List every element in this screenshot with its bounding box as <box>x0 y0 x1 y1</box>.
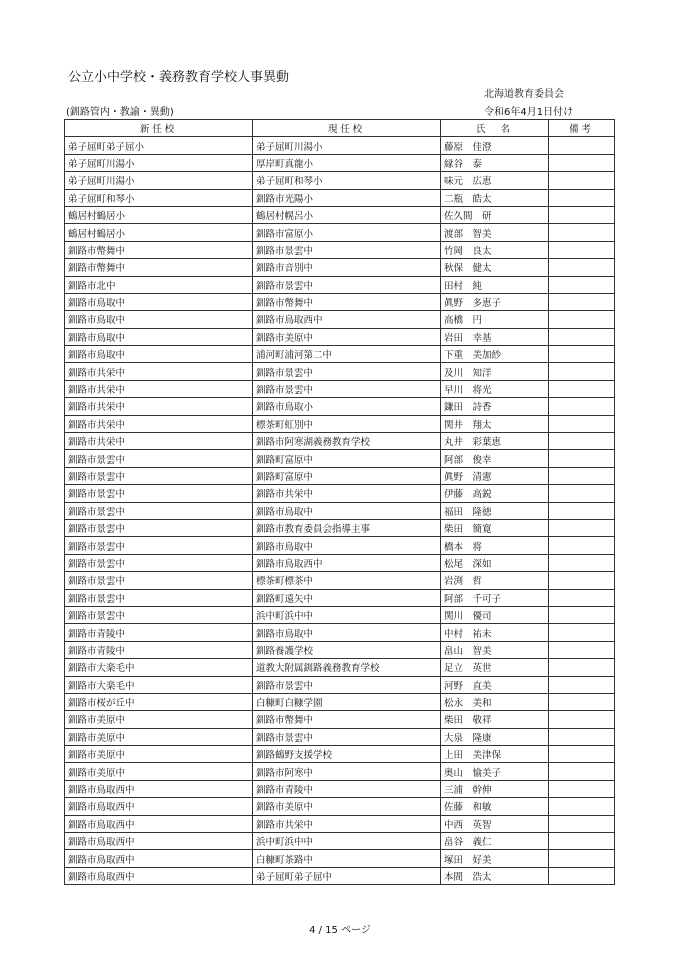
current-school-cell: 道教大附属釧路義務教育学校 <box>253 659 441 676</box>
current-school-cell: 釧路市教育委員会指導主事 <box>253 519 441 536</box>
new-school-cell: 釧路市鳥取西中 <box>65 850 253 867</box>
remarks-cell <box>549 485 615 502</box>
effective-date: 令和6年4月1日付け <box>484 107 574 118</box>
remarks-cell <box>549 850 615 867</box>
current-school-cell: 釧路養護学校 <box>253 641 441 658</box>
remarks-cell <box>549 867 615 884</box>
table-row <box>65 572 615 589</box>
current-school-cell: 標茶町虹別中 <box>253 415 441 432</box>
remarks-cell <box>549 450 615 467</box>
name-cell: 眞野 多恵子 <box>441 293 549 310</box>
table-row <box>65 398 615 415</box>
table-row <box>65 746 615 763</box>
new-school-cell: 弟子屈町和琴小 <box>65 189 253 206</box>
new-school-cell: 釧路市共栄中 <box>65 380 253 397</box>
name-cell: 鎌田 詩香 <box>441 398 549 415</box>
table-row <box>65 346 615 363</box>
new-school-cell: 釧路市景雲中 <box>65 502 253 519</box>
current-school-cell: 釧路市阿寒中 <box>253 763 441 780</box>
name-cell: 阿部 千可子 <box>441 589 549 606</box>
name-cell: 佐藤 和敏 <box>441 798 549 815</box>
current-school-cell: 釧路市共栄中 <box>253 815 441 832</box>
column-header-remarks: 備考 <box>549 120 615 137</box>
remarks-cell <box>549 172 615 189</box>
remarks-cell <box>549 241 615 258</box>
current-school-cell: 釧路市景雲中 <box>253 728 441 745</box>
name-cell: 味元 広恵 <box>441 172 549 189</box>
table-header-row <box>65 120 615 137</box>
name-cell: 畠山 智美 <box>441 641 549 658</box>
current-school-cell: 釧路町富原中 <box>253 467 441 484</box>
current-school-cell: 釧路市美原中 <box>253 798 441 815</box>
name-cell: 藤原 佳澄 <box>441 137 549 154</box>
name-cell: 中西 英智 <box>441 815 549 832</box>
remarks-cell <box>549 728 615 745</box>
remarks-cell <box>549 137 615 154</box>
table-row <box>65 867 615 884</box>
current-school-cell: 釧路市鳥取西中 <box>253 554 441 571</box>
current-school-cell: 釧路市富原小 <box>253 224 441 241</box>
remarks-cell <box>549 328 615 345</box>
name-cell: 早川 将光 <box>441 380 549 397</box>
name-cell: 関井 翔太 <box>441 415 549 432</box>
new-school-cell: 釧路市青陵中 <box>65 624 253 641</box>
table-row <box>65 693 615 710</box>
new-school-cell: 釧路市景雲中 <box>65 450 253 467</box>
table-row <box>65 798 615 815</box>
document-title: 公立小中学校・義務教育学校人事異動 <box>68 70 290 85</box>
table-row <box>65 311 615 328</box>
new-school-cell: 釧路市北中 <box>65 276 253 293</box>
table-row <box>65 659 615 676</box>
new-school-cell: 釧路市鳥取中 <box>65 293 253 310</box>
name-cell: 河野 直美 <box>441 676 549 693</box>
new-school-cell: 釧路市大楽毛中 <box>65 676 253 693</box>
new-school-cell: 釧路市青陵中 <box>65 641 253 658</box>
new-school-cell: 釧路市景雲中 <box>65 572 253 589</box>
current-school-cell: 釧路市景雲中 <box>253 241 441 258</box>
name-cell: 柴田 敬祥 <box>441 711 549 728</box>
current-school-cell: 浜中町浜中中 <box>253 833 441 850</box>
new-school-cell: 鶴居村鶴居小 <box>65 224 253 241</box>
new-school-cell: 釧路市鳥取中 <box>65 311 253 328</box>
name-cell: 奥山 愉美子 <box>441 763 549 780</box>
current-school-cell: 釧路市鳥取小 <box>253 398 441 415</box>
new-school-cell: 釧路市鳥取西中 <box>65 780 253 797</box>
table-row <box>65 433 615 450</box>
remarks-cell <box>549 641 615 658</box>
page-number: 4 / 15 ページ <box>309 925 371 936</box>
new-school-cell: 釧路市景雲中 <box>65 519 253 536</box>
new-school-cell: 釧路市景雲中 <box>65 485 253 502</box>
new-school-cell: 釧路市鳥取西中 <box>65 867 253 884</box>
new-school-cell: 釧路市共栄中 <box>65 415 253 432</box>
remarks-cell <box>549 833 615 850</box>
table-row <box>65 606 615 623</box>
remarks-cell <box>549 763 615 780</box>
table-row <box>65 172 615 189</box>
name-cell: 田村 純 <box>441 276 549 293</box>
remarks-cell <box>549 433 615 450</box>
current-school-cell: 弟子屈町川湯小 <box>253 137 441 154</box>
table-row <box>65 763 615 780</box>
table-row <box>65 833 615 850</box>
name-cell: 塚田 好美 <box>441 850 549 867</box>
personnel-table <box>64 119 615 885</box>
new-school-cell: 釧路市景雲中 <box>65 537 253 554</box>
current-school-cell: 釧路町遠矢中 <box>253 589 441 606</box>
new-school-cell: 釧路市景雲中 <box>65 467 253 484</box>
remarks-cell <box>549 363 615 380</box>
current-school-cell: 釧路市音別中 <box>253 259 441 276</box>
new-school-cell: 弟子屈町川湯小 <box>65 172 253 189</box>
name-cell: 阿部 俊幸 <box>441 450 549 467</box>
name-cell: 本間 浩太 <box>441 867 549 884</box>
name-cell: 福田 隆徳 <box>441 502 549 519</box>
new-school-cell: 釧路市大楽毛中 <box>65 659 253 676</box>
current-school-cell: 白糠町白糠学園 <box>253 693 441 710</box>
table-row <box>65 189 615 206</box>
table-row <box>65 259 615 276</box>
name-cell: 三浦 幹伸 <box>441 780 549 797</box>
name-cell: 岩田 幸基 <box>441 328 549 345</box>
remarks-cell <box>549 798 615 815</box>
remarks-cell <box>549 537 615 554</box>
name-cell: 関川 優司 <box>441 606 549 623</box>
column-header-new-school: 新任校 <box>65 120 253 137</box>
new-school-cell: 釧路市共栄中 <box>65 398 253 415</box>
current-school-cell: 釧路市鳥取中 <box>253 502 441 519</box>
remarks-cell <box>549 693 615 710</box>
remarks-cell <box>549 624 615 641</box>
new-school-cell: 釧路市景雲中 <box>65 606 253 623</box>
table-row <box>65 363 615 380</box>
new-school-cell: 釧路市鳥取中 <box>65 346 253 363</box>
table-row <box>65 676 615 693</box>
name-cell: 及川 知洋 <box>441 363 549 380</box>
new-school-cell: 釧路市美原中 <box>65 746 253 763</box>
remarks-cell <box>549 554 615 571</box>
current-school-cell: 釧路市景雲中 <box>253 380 441 397</box>
new-school-cell: 鶴居村鶴居小 <box>65 206 253 223</box>
new-school-cell: 弟子屈町川湯小 <box>65 154 253 171</box>
name-cell: 松尾 深如 <box>441 554 549 571</box>
current-school-cell: 釧路市鳥取西中 <box>253 311 441 328</box>
name-cell: 上田 美津保 <box>441 746 549 763</box>
name-cell: 眞野 清憲 <box>441 467 549 484</box>
remarks-cell <box>549 815 615 832</box>
table-row <box>65 415 615 432</box>
new-school-cell: 釧路市共栄中 <box>65 363 253 380</box>
table-row <box>65 519 615 536</box>
table-row <box>65 206 615 223</box>
name-cell: 橋本 将 <box>441 537 549 554</box>
name-cell: 縁谷 泰 <box>441 154 549 171</box>
remarks-cell <box>549 572 615 589</box>
table-row <box>65 589 615 606</box>
new-school-cell: 釧路市美原中 <box>65 763 253 780</box>
table-row <box>65 467 615 484</box>
table-row <box>65 711 615 728</box>
table-row <box>65 728 615 745</box>
current-school-cell: 浜中町浜中中 <box>253 606 441 623</box>
table-row <box>65 554 615 571</box>
name-cell: 丸井 彩葉恵 <box>441 433 549 450</box>
table-row <box>65 450 615 467</box>
organization-name: 北海道教育委員会 <box>484 89 564 100</box>
current-school-cell: 鶴居村幌呂小 <box>253 206 441 223</box>
remarks-cell <box>549 398 615 415</box>
name-cell: 秋保 健太 <box>441 259 549 276</box>
current-school-cell: 釧路市青陵中 <box>253 780 441 797</box>
section-label: (釧路管内・教諭・異動) <box>66 107 174 118</box>
remarks-cell <box>549 676 615 693</box>
table-row <box>65 780 615 797</box>
remarks-cell <box>549 519 615 536</box>
current-school-cell: 弟子屈町弟子屈中 <box>253 867 441 884</box>
new-school-cell: 釧路市共栄中 <box>65 433 253 450</box>
current-school-cell: 厚岸町真龍小 <box>253 154 441 171</box>
remarks-cell <box>549 206 615 223</box>
new-school-cell: 釧路市鳥取西中 <box>65 798 253 815</box>
table-row <box>65 815 615 832</box>
remarks-cell <box>549 189 615 206</box>
name-cell: 中村 祐未 <box>441 624 549 641</box>
remarks-cell <box>549 659 615 676</box>
current-school-cell: 釧路市美原中 <box>253 328 441 345</box>
new-school-cell: 弟子屈町弟子屈小 <box>65 137 253 154</box>
current-school-cell: 標茶町標茶中 <box>253 572 441 589</box>
current-school-cell: 釧路市景雲中 <box>253 363 441 380</box>
remarks-cell <box>549 380 615 397</box>
table-row <box>65 502 615 519</box>
current-school-cell: 釧路市阿寒湖義務教育学校 <box>253 433 441 450</box>
new-school-cell: 釧路市桜が丘中 <box>65 693 253 710</box>
name-cell: 竹岡 良太 <box>441 241 549 258</box>
new-school-cell: 釧路市景雲中 <box>65 589 253 606</box>
remarks-cell <box>549 293 615 310</box>
table-row <box>65 641 615 658</box>
current-school-cell: 弟子屈町和琴小 <box>253 172 441 189</box>
remarks-cell <box>549 606 615 623</box>
remarks-cell <box>549 346 615 363</box>
new-school-cell: 釧路市鳥取西中 <box>65 833 253 850</box>
current-school-cell: 釧路市幣舞中 <box>253 293 441 310</box>
new-school-cell: 釧路市鳥取西中 <box>65 815 253 832</box>
remarks-cell <box>549 259 615 276</box>
current-school-cell: 釧路市光陽小 <box>253 189 441 206</box>
new-school-cell: 釧路市美原中 <box>65 711 253 728</box>
table-row <box>65 154 615 171</box>
current-school-cell: 釧路市鳥取中 <box>253 624 441 641</box>
new-school-cell: 釧路市美原中 <box>65 728 253 745</box>
remarks-cell <box>549 311 615 328</box>
table-row <box>65 328 615 345</box>
current-school-cell: 浦河町浦河第二中 <box>253 346 441 363</box>
name-cell: 畠谷 義仁 <box>441 833 549 850</box>
table-row <box>65 293 615 310</box>
table-row <box>65 224 615 241</box>
table-row <box>65 380 615 397</box>
name-cell: 足立 英世 <box>441 659 549 676</box>
table-row <box>65 624 615 641</box>
name-cell: 渡部 智美 <box>441 224 549 241</box>
remarks-cell <box>549 502 615 519</box>
column-header-name: 氏 名 <box>441 120 549 137</box>
current-school-cell: 釧路市幣舞中 <box>253 711 441 728</box>
new-school-cell: 釧路市鳥取中 <box>65 328 253 345</box>
remarks-cell <box>549 276 615 293</box>
remarks-cell <box>549 746 615 763</box>
current-school-cell: 釧路市共栄中 <box>253 485 441 502</box>
remarks-cell <box>549 711 615 728</box>
name-cell: 岩渕 哲 <box>441 572 549 589</box>
name-cell: 佐久間 研 <box>441 206 549 223</box>
current-school-cell: 白糠町茶路中 <box>253 850 441 867</box>
current-school-cell: 釧路鶴野支援学校 <box>253 746 441 763</box>
current-school-cell: 釧路市景雲中 <box>253 676 441 693</box>
remarks-cell <box>549 780 615 797</box>
name-cell: 伊藤 高鋭 <box>441 485 549 502</box>
remarks-cell <box>549 589 615 606</box>
name-cell: 大泉 隆康 <box>441 728 549 745</box>
remarks-cell <box>549 415 615 432</box>
table-row <box>65 276 615 293</box>
name-cell: 二瓶 皓太 <box>441 189 549 206</box>
table-row <box>65 137 615 154</box>
new-school-cell: 釧路市景雲中 <box>65 554 253 571</box>
new-school-cell: 釧路市幣舞中 <box>65 259 253 276</box>
table-row <box>65 850 615 867</box>
name-cell: 高橋 円 <box>441 311 549 328</box>
name-cell: 柴田 簡寛 <box>441 519 549 536</box>
table-body <box>65 137 615 885</box>
new-school-cell: 釧路市幣舞中 <box>65 241 253 258</box>
name-cell: 下重 美加紗 <box>441 346 549 363</box>
current-school-cell: 釧路市景雲中 <box>253 276 441 293</box>
name-cell: 松永 美和 <box>441 693 549 710</box>
current-school-cell: 釧路市鳥取中 <box>253 537 441 554</box>
table-row <box>65 485 615 502</box>
remarks-cell <box>549 224 615 241</box>
remarks-cell <box>549 154 615 171</box>
table-row <box>65 241 615 258</box>
column-header-current-school: 現任校 <box>253 120 441 137</box>
remarks-cell <box>549 467 615 484</box>
table-row <box>65 537 615 554</box>
current-school-cell: 釧路町富原中 <box>253 450 441 467</box>
